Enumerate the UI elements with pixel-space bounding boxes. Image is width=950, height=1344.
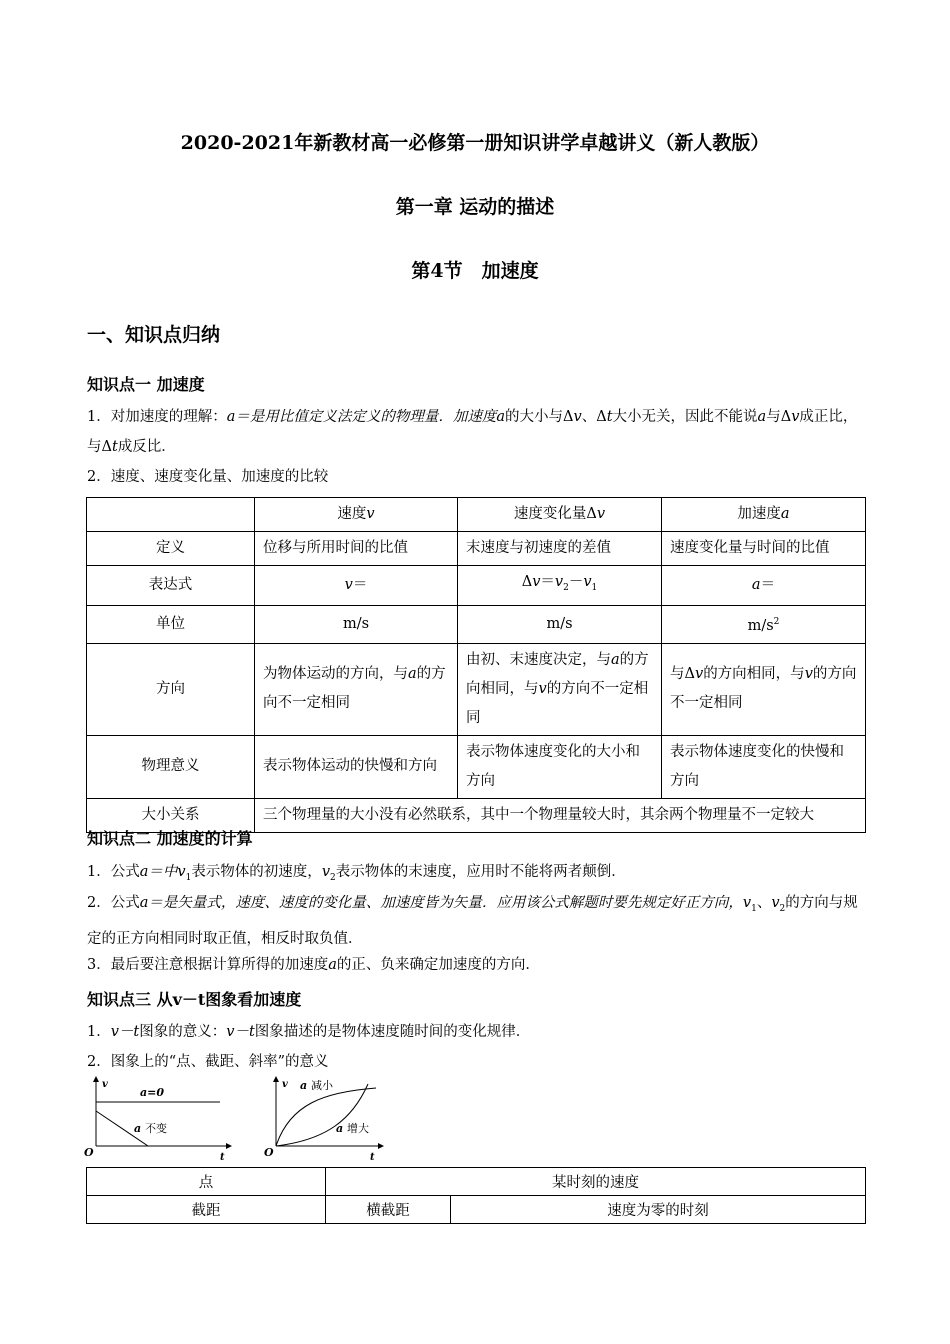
kp2-item1-italic: a＝中v [139,864,186,880]
table-cell: 末速度与初速度的差值 [458,532,662,566]
equals: ＝ [760,576,776,593]
minus: － [568,574,584,590]
kp1-heading: 知识点一 加速度 [87,375,205,394]
subscript: 1 [185,872,192,883]
table-row [87,1196,866,1224]
table-cell: 点 [87,1168,326,1196]
kp2-item2-italic: a＝是矢量式，速度、速度的变化量、加速度皆为矢量．应用该公式解题时要先规定好正方向， [139,895,743,911]
kp2-item2 [87,888,867,954]
kp1-item2: 2．速度、速度变化量、加速度的比较 [87,469,329,485]
kp2-item1-text: 表示物体的初速度， [191,864,322,880]
table-cell: 速度变化量与时间的比值 [662,532,866,566]
var-a: a [751,576,761,593]
table-cell: 位移与所用时间的比值 [255,532,458,566]
axis-label-t: t [220,1152,225,1162]
var-v: v [538,680,547,697]
increasing-acceleration-curve [276,1084,368,1146]
var-v: v [321,864,331,880]
table-cell: 截距 [87,1196,326,1224]
kp2-item3 [87,950,867,980]
table-cell [87,498,255,532]
table-cell: 横截距 [326,1196,451,1224]
chapter-title: 第一章 运动的描述 [395,196,555,218]
table-cell: 速度为零的时刻 [451,1196,866,1224]
axis-label-t: t [370,1152,375,1163]
cell-text: 与Δ [670,666,695,683]
kp3-item1 [87,1017,867,1047]
kp2-heading: 知识点二 加速度的计算 [87,829,253,848]
comparison-table [86,497,866,833]
kp3-item2: 2．图象上的“点、截距、斜率”的意义 [87,1054,329,1070]
kp1-item1 [87,402,867,462]
row-label: 物理意义 [87,735,255,798]
row-label: 表达式 [87,566,255,606]
row-label: 大小关系 [87,798,255,832]
kp3-heading [87,987,301,1010]
table-cell: 三个物理量的大小没有必然联系，其中一个物理量较大时，其余两个物理量不一定较大 [255,798,866,832]
header-text: 速度变化量Δ [513,506,597,522]
kp1-item1-text: 大小无关，因此不能说 [612,409,758,425]
kp1-item1-text: 成正比，与Δ [87,409,858,455]
cell-text: 为物体运动的方向，与 [263,666,408,683]
subscript: 2 [330,872,336,883]
table-header-cell [255,498,458,532]
row-label: 定义 [87,532,255,566]
superscript: 2 [773,616,780,627]
var-t: t [606,409,613,425]
cell-text: 的方向相同，与 [466,651,649,697]
origin-label: O [84,1146,94,1159]
axis-label-v: v [102,1079,108,1090]
table-row [87,532,866,566]
label-a-var: a [134,1122,142,1135]
vt-graph-left [82,1076,232,1162]
y-axis-arrow [273,1076,279,1082]
table-cell [662,605,866,643]
var-a: a [408,666,417,683]
table-cell [458,566,662,606]
table-cell: 表示物体运动的快慢和方向 [255,735,458,798]
var-v: v [554,574,564,590]
table-cell [255,643,458,735]
kp1-item1-italic: a＝是用比值定义法定义的物理量．加速度 [226,409,497,425]
var-a: a [757,409,767,425]
var-v: v [694,666,704,683]
y-axis-arrow [93,1076,99,1082]
axis-label-v: v [282,1079,288,1090]
table-cell [662,566,866,606]
var-a: a [780,506,790,522]
table-header-cell [662,498,866,532]
kp2-item2-text: 的方向与规定的正方向相同时取正值，相反时取负值． [87,895,858,947]
table-row [87,735,866,798]
label-a-var: a [336,1122,344,1135]
table-cell [458,643,662,735]
cell-text: 的方向不一定相同 [263,666,446,712]
label-a-constant: 不变 [145,1122,167,1135]
header-text: 加速度 [737,506,781,522]
subscript: 2 [563,582,569,593]
var-v: v [344,576,353,593]
table-row [87,1168,866,1196]
table-cell [662,643,866,735]
var-v: v [771,895,780,911]
row-label: 方向 [87,643,255,735]
var-v: v [791,409,800,425]
table-cell: 表示物体速度变化的大小和方向 [458,735,662,798]
cell-text: 的方向不一定相同 [466,680,649,726]
kp3-item1-text: 1． [87,1024,111,1040]
table-cell [255,566,458,606]
x-axis-arrow [226,1143,232,1149]
kp1-item1-text: 成反比． [117,439,176,455]
var-v: v [742,895,752,911]
label-a-decreasing: 减小 [311,1079,333,1092]
kp3-heading-text: 图象看加速度 [205,990,302,1009]
part-heading: 一、知识点归纳 [87,324,221,346]
var-v: v [596,506,606,522]
var-v: v [366,506,375,522]
graph-meaning-table [86,1167,866,1224]
kp1-item1-text: 与Δ [766,409,792,425]
var-v: v [804,666,813,683]
var-t: t [111,439,118,455]
var-a: a [328,957,337,973]
var-vt: v－t [172,990,206,1009]
kp1-item1-prefix: 1．对加速度的理解： [87,409,227,425]
cell-text: 的方向相同，与 [703,666,805,683]
document-title: 2020-2021年新教材高一必修第一册知识讲学卓越讲义（新人教版） [180,132,770,154]
var-a: a [496,409,506,425]
equals: ＝ [352,576,368,593]
table-cell: 某时刻的速度 [326,1168,866,1196]
kp2-item2-text: 、 [756,895,772,911]
row-label: 单位 [87,605,255,643]
var-vt: v－t [110,1024,140,1040]
kp1-item1-text: 、Δ [581,409,607,425]
var-a: a [611,651,620,668]
kp3-item1-text: 图象描述的是物体速度随时间的变化规律． [254,1024,531,1040]
table-cell: m/s [255,605,458,643]
kp2-item1-text: 表示物体的末速度，应用时不能将两者颠倒． [335,864,626,880]
unit-text: m/s [747,617,774,634]
kp3-heading-text: 知识点三 从 [87,990,173,1009]
origin-label: O [264,1146,274,1159]
label-a-increasing: 增大 [347,1122,369,1135]
label-a-var: a [300,1079,308,1092]
var-vt: v－t [226,1024,255,1040]
table-row [87,566,866,606]
header-text: 速度 [337,506,367,522]
cell-text: 由初、末速度决定，与 [466,651,611,668]
var-v: v [583,574,592,590]
x-axis-arrow [378,1143,384,1149]
table-cell: m/s [458,605,662,643]
var-v: v [532,574,541,590]
delta: Δ [521,574,533,590]
var-v: v [573,409,582,425]
kp1-item1-text: 的大小与Δ [505,409,574,425]
vt-graph-right [262,1076,388,1164]
subscript: 2 [779,903,786,914]
kp2-item3-text: 的正、负来确定加速度的方向． [336,957,540,973]
kp2-item1-text: 1．公式 [87,864,140,880]
table-row [87,605,866,643]
cell-text: 的方向不一定相同 [670,666,857,712]
subscript: 1 [591,582,598,593]
label-a-zero: a=0 [140,1086,164,1099]
table-header-cell [458,498,662,532]
kp3-item1-text: 图象的意义： [139,1024,227,1040]
table-row [87,498,866,532]
subscript: 1 [751,903,757,914]
table-row [87,643,866,735]
equals: ＝ [540,574,555,590]
section-title: 第4节 加速度 [411,260,539,282]
kp2-item2-text: 2．公式 [87,895,140,911]
kp2-item3-text: 3．最后要注意根据计算所得的加速度 [87,957,329,973]
table-cell: 表示物体速度变化的快慢和方向 [662,735,866,798]
